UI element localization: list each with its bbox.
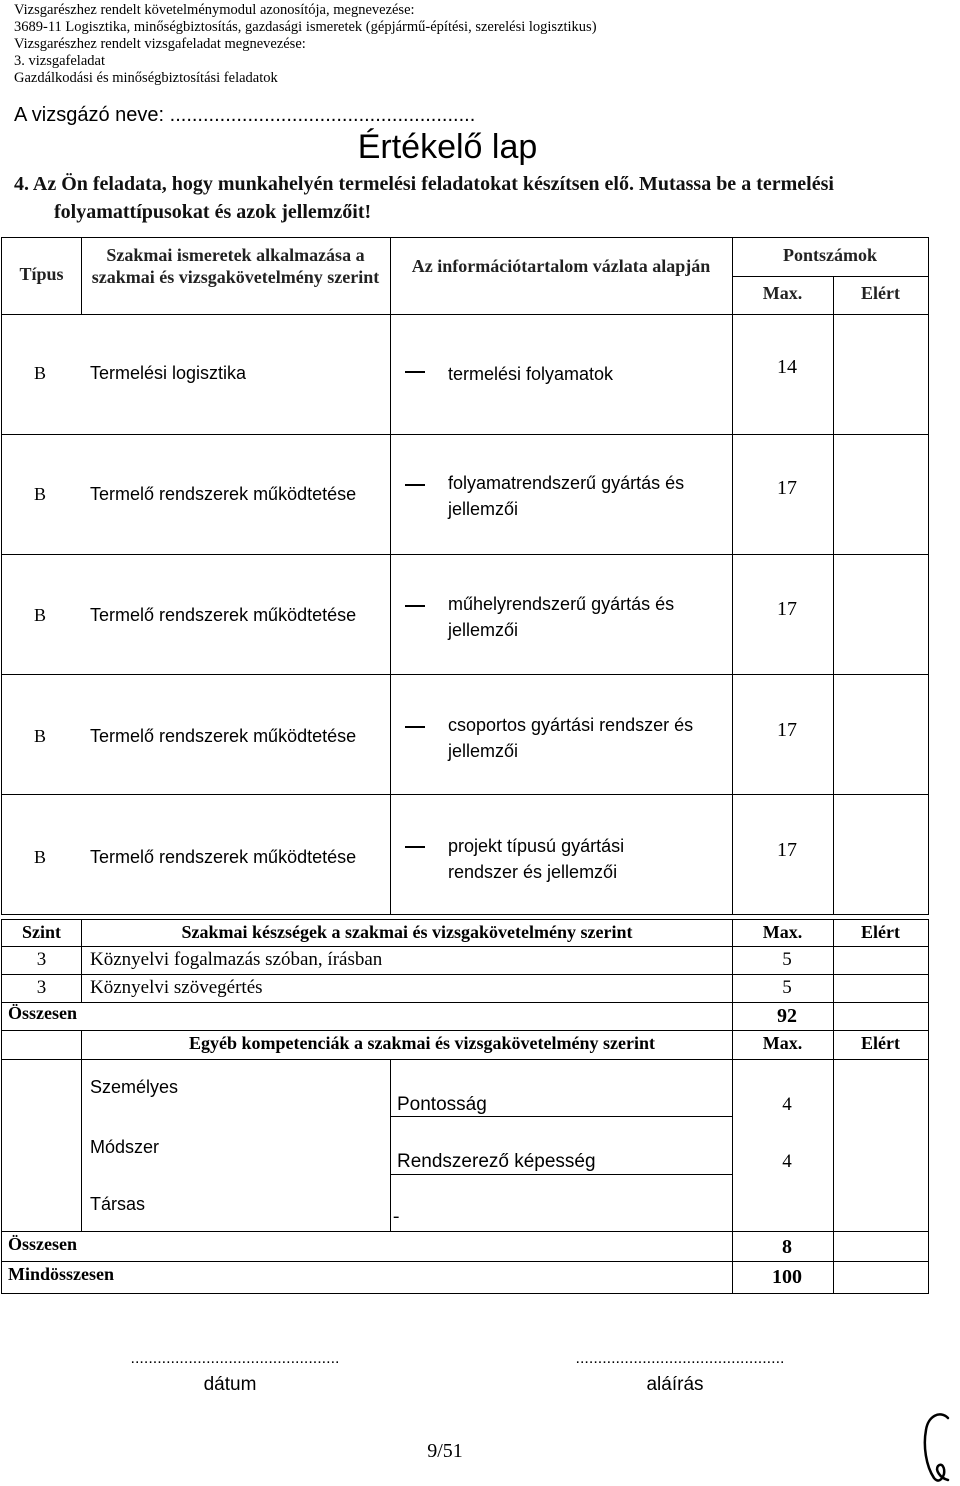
date-dots: ............................................... — [130, 1350, 340, 1367]
bullet-dash-icon — [405, 846, 425, 848]
bullet-dash-icon — [405, 726, 425, 728]
skills-total-value: 92 — [777, 1005, 797, 1027]
grand-total-label: Mindösszesen — [8, 1264, 115, 1284]
candidate-name-line: A vizsgázó neve: ....................................................... — [14, 104, 476, 126]
skill-max: 5 — [782, 949, 792, 970]
skill-label: Köznyelvi fogalmazás szóban, írásban — [90, 949, 383, 970]
row-type: B — [34, 363, 47, 383]
col-header-info: Az információtartalom vázlata alapján — [411, 256, 711, 276]
competency-item: Rendszerező képesség — [397, 1151, 596, 1172]
row-info: termelési folyamatok — [448, 364, 614, 384]
competencies-total-value: 8 — [782, 1236, 792, 1258]
competencies-header-max: Max. — [762, 1033, 803, 1053]
skills-header-elert: Elért — [861, 922, 900, 942]
row-skill: Termelési logisztika — [90, 363, 247, 383]
row-max: 17 — [777, 477, 797, 499]
handwritten-signature-icon — [918, 1410, 958, 1485]
signature-dots: ............................................... — [575, 1350, 785, 1367]
col-header-points: Pontszámok — [783, 245, 877, 265]
row-max: 17 — [777, 719, 797, 741]
bullet-dash-icon — [405, 605, 425, 607]
page-number: 9/51 — [427, 1440, 463, 1462]
row-skill: Termelő rendszerek működtetése — [90, 847, 357, 867]
header-module-label: Vizsgarészhez rendelt követelménymodul azonosítója, megnevezése: — [14, 2, 415, 18]
skill-max: 5 — [782, 977, 792, 998]
header-module-value: 3689-11 Logisztika, minőségbiztosítás, gazdasági ismeretek (gépjármű-építési, szerelési logisztikus) — [14, 19, 597, 35]
grand-total-value: 100 — [772, 1266, 802, 1288]
row-skill: Termelő rendszerek működtetése — [90, 605, 357, 625]
row-skill: Termelő rendszerek működtetése — [90, 484, 357, 504]
bullet-dash-icon — [405, 371, 425, 373]
task-description: 4. Az Ön feladata, hogy munkahelyén termelési feladatokat készítsen elő. Mutassa be a termelési folyamattípusokat és azok jellemzőit! — [14, 173, 834, 223]
skills-header-title: Szakmai készségek a szakmai és vizsgakövetelmény szerint — [181, 922, 633, 942]
skill-level: 3 — [36, 949, 47, 970]
row-type: B — [34, 605, 47, 625]
competency-category: Társas — [90, 1194, 146, 1214]
competency-category: Személyes — [90, 1077, 179, 1097]
bullet-dash-icon — [405, 484, 425, 486]
skill-level: 3 — [36, 977, 47, 998]
skills-header-level: Szint — [21, 922, 61, 942]
col-header-max: Max. — [762, 283, 803, 303]
col-header-skills: Szakmai ismeretek alkalmazása a szakmai és vizsgakövetelmény szerint — [91, 245, 380, 287]
skills-header-max: Max. — [762, 922, 803, 942]
row-info: csoportos gyártási rendszer és jellemzői — [448, 715, 694, 761]
skill-label: Köznyelvi szövegértés — [90, 977, 263, 998]
row-type: B — [34, 484, 47, 504]
col-header-elert: Elért — [861, 283, 900, 303]
skills-table — [1, 919, 929, 1294]
header-task-number: 3. vizsgafeladat — [14, 53, 105, 69]
competency-category: Módszer — [90, 1137, 160, 1157]
evaluation-table — [1, 237, 929, 915]
skills-total-label: Összesen — [8, 1003, 77, 1023]
competencies-header-title: Egyéb kompetenciák a szakmai és vizsgakövetelmény szerint — [189, 1033, 655, 1053]
row-max: 17 — [777, 598, 797, 620]
competency-max: 4 — [782, 1151, 792, 1172]
row-info: műhelyrendszerű gyártás és jellemzői — [448, 594, 675, 640]
row-info: projekt típusú gyártási rendszer és jellemzői — [448, 836, 625, 882]
competency-max: 4 — [782, 1094, 792, 1115]
row-info: folyamatrendszerű gyártás és jellemzői — [448, 473, 685, 519]
header-task-label: Vizsgarészhez rendelt vizsgafeladat megnevezése: — [14, 36, 306, 52]
competencies-header-elert: Elért — [861, 1033, 900, 1053]
competency-item: Pontosság — [397, 1094, 487, 1115]
row-type: B — [34, 726, 47, 746]
header-task-name: Gazdálkodási és minőségbiztosítási feladatok — [14, 70, 278, 86]
signature-label: aláírás — [646, 1374, 704, 1395]
competency-item: - — [393, 1206, 400, 1227]
page-title: Értékelő lap — [357, 128, 538, 166]
competencies-total-label: Összesen — [8, 1234, 77, 1254]
col-header-type: Típus — [19, 264, 64, 284]
row-max: 17 — [777, 839, 797, 861]
date-label: dátum — [203, 1374, 257, 1395]
row-max: 14 — [777, 356, 797, 378]
row-skill: Termelő rendszerek működtetése — [90, 726, 357, 746]
row-type: B — [34, 847, 47, 867]
